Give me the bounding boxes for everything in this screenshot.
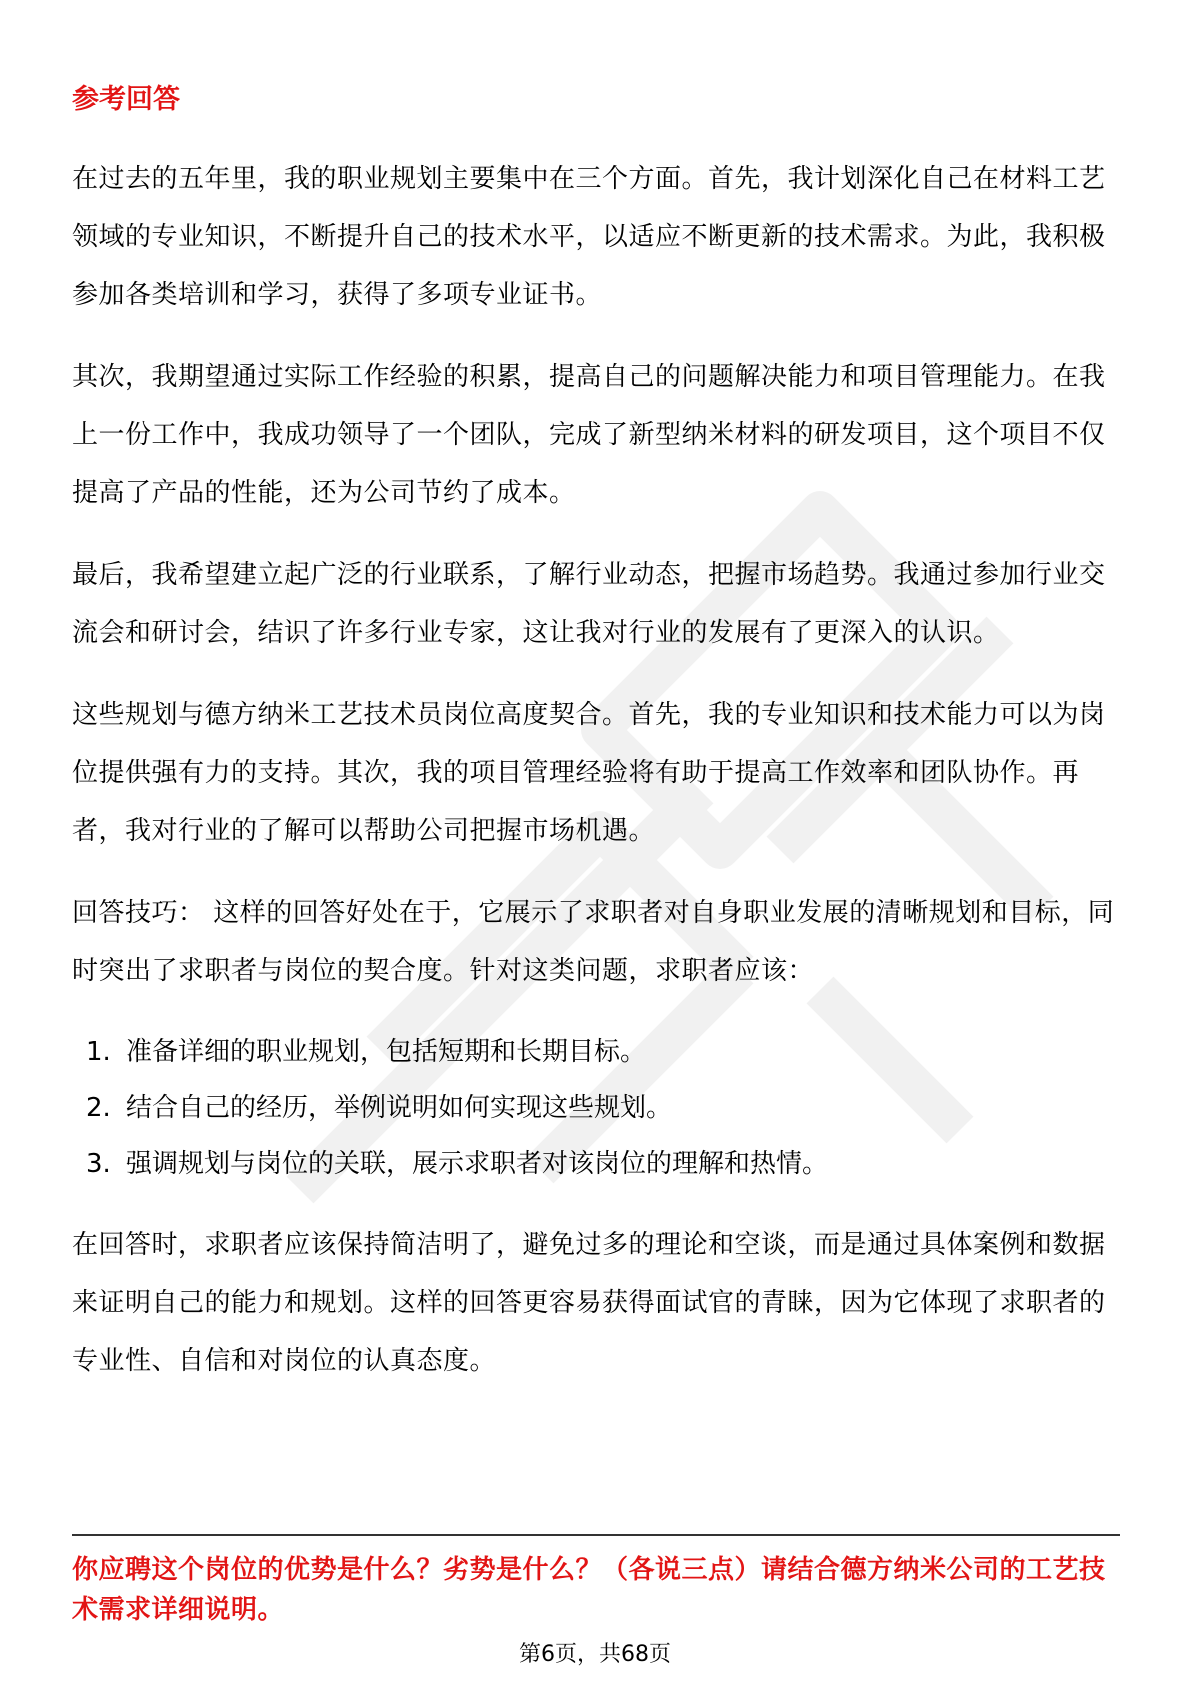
list-item bbox=[72, 1136, 1120, 1192]
next-question-heading: 你应聘这个岗位的优势是什么？劣势是什么？（各说三点）请结合德方纳米公司的工艺技术需求详细说明。 bbox=[72, 1555, 1106, 1625]
list-item bbox=[72, 1024, 1120, 1080]
paragraph-fit: 这些规划与德方纳米工艺技术员岗位高度契合。首先，我的专业知识和技术能力可以为岗位提供强有力的支持。其次，我的项目管理经验将有助于提高工作效率和团队协作。再者，我对行业的了解可以帮助公司把握市场机遇。 bbox=[72, 700, 1106, 846]
paragraph-experience: 其次，我期望通过实际工作经验的积累，提高自己的问题解决能力和项目管理能力。在我上一份工作中，我成功领导了一个团队，完成了新型纳米材料的研发项目，这个项目不仅提高了产品的性能，还为公司节约了成本。 bbox=[72, 362, 1106, 508]
list-item bbox=[72, 1080, 1120, 1136]
list-item-text: 结合自己的经历，举例说明如何实现这些规划。 bbox=[126, 1093, 673, 1123]
paragraph-network: 最后，我希望建立起广泛的行业联系，了解行业动态，把握市场趋势。我通过参加行业交流会和研讨会，结识了许多行业专家，这让我对行业的发展有了更深入的认识。 bbox=[72, 560, 1106, 648]
tips-list bbox=[72, 1024, 1120, 1192]
section-title: 参考回答 bbox=[72, 84, 180, 115]
list-item-text: 准备详细的职业规划，包括短期和长期目标。 bbox=[126, 1037, 647, 1067]
list-item-number: 1. bbox=[86, 1037, 111, 1067]
page-number-footer: 第6页，共68页 bbox=[519, 1642, 671, 1667]
paragraph-closing: 在回答时，求职者应该保持简洁明了，避免过多的理论和空谈，而是通过具体案例和数据来证明自己的能力和规划。这样的回答更容易获得面试官的青睐，因为它体现了求职者的专业性、自信和对岗位的认真态度。 bbox=[72, 1230, 1106, 1376]
list-item-text: 强调规划与岗位的关联，展示求职者对该岗位的理解和热情。 bbox=[126, 1149, 829, 1179]
answer-content bbox=[72, 80, 1120, 1414]
section-divider bbox=[72, 1534, 1120, 1536]
list-item-number: 2. bbox=[86, 1093, 111, 1123]
paragraph-career-plan: 在过去的五年里，我的职业规划主要集中在三个方面。首先，我计划深化自己在材料工艺领域的专业知识，不断提升自己的技术水平，以适应不断更新的技术需求。为此，我积极参加各类培训和学习，获得了多项专业证书。 bbox=[72, 164, 1106, 310]
list-item-number: 3. bbox=[86, 1149, 111, 1179]
paragraph-tips-intro: 回答技巧： 这样的回答好处在于，它展示了求职者对自身职业发展的清晰规划和目标，同时突出了求职者与岗位的契合度。针对这类问题，求职者应该： bbox=[72, 898, 1115, 986]
